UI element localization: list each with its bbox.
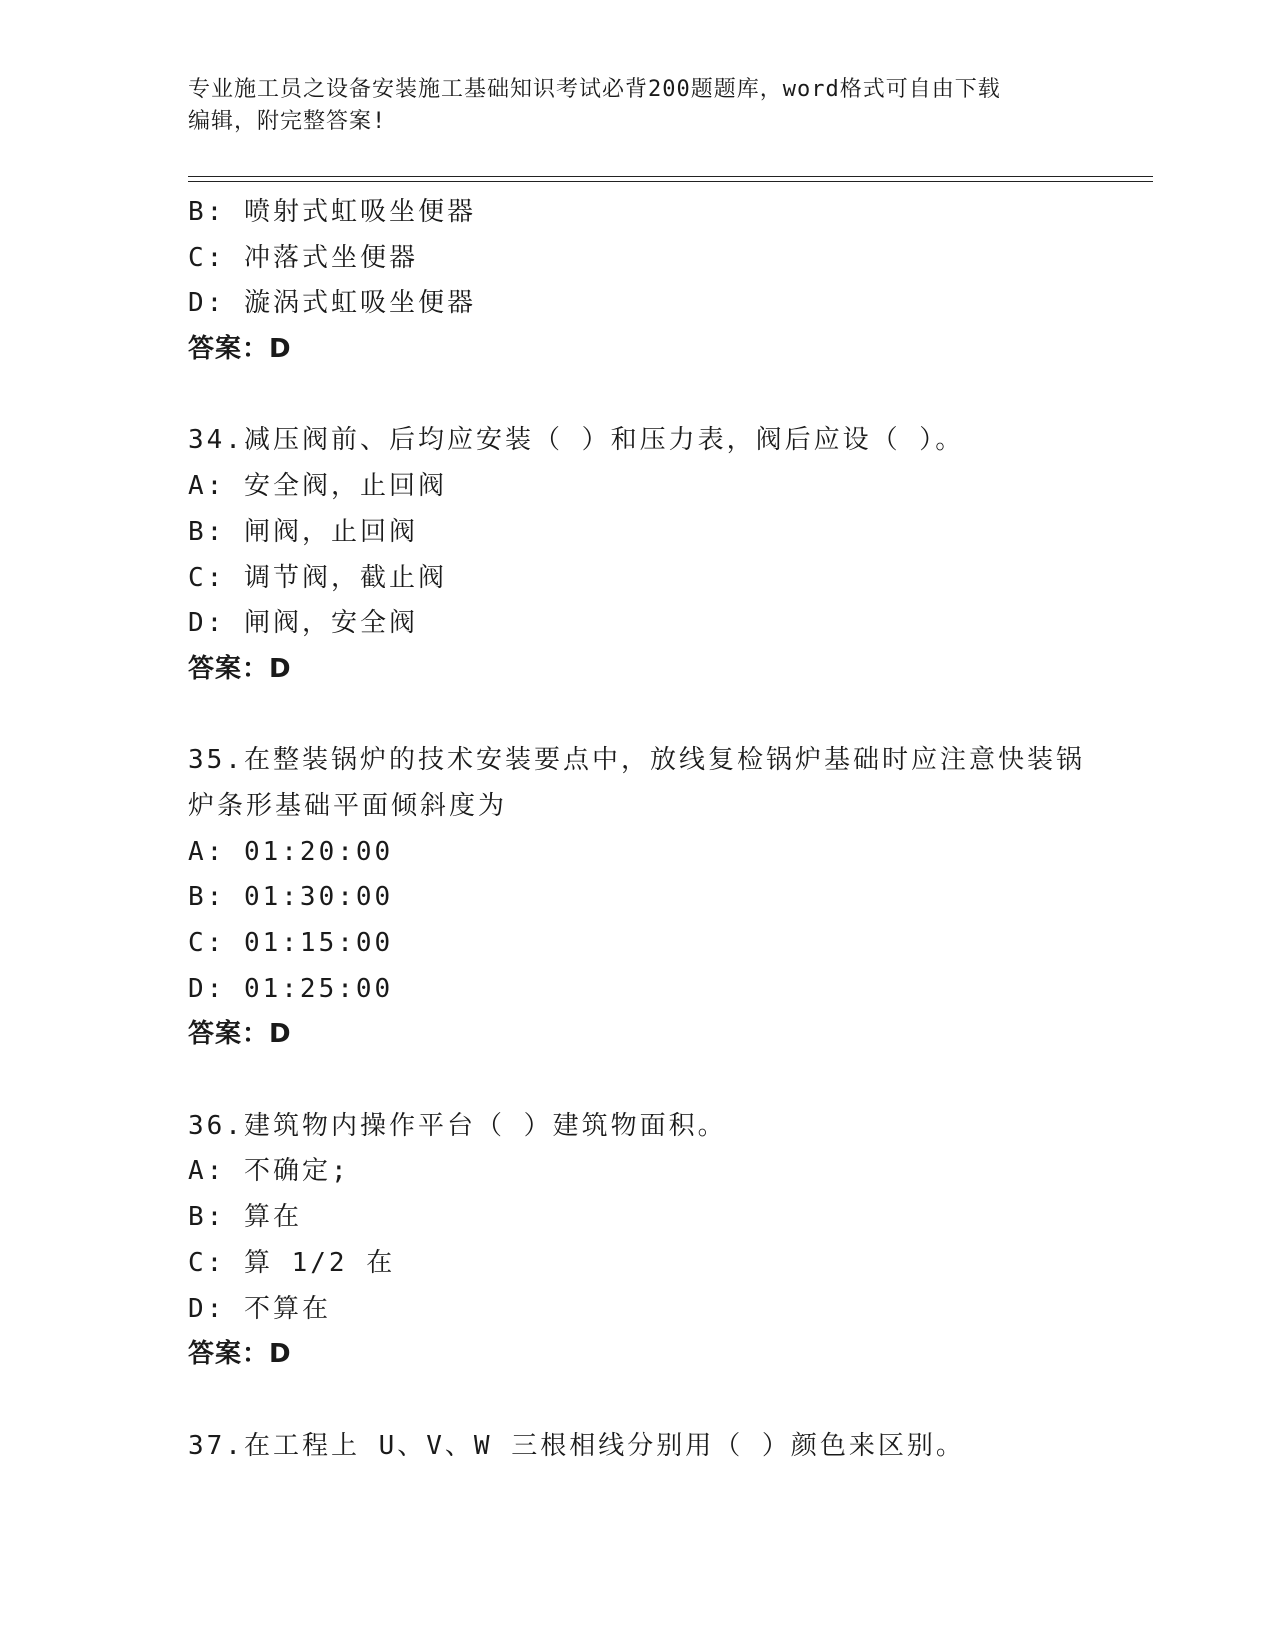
spacer [188,373,1108,419]
header-rule-top [188,176,1153,177]
question-text: 37.在工程上 U、V、W 三根相线分别用（ ）颜色来区别。 [188,1430,965,1461]
answer: 答案：D [188,1339,292,1370]
document-header [188,74,1088,138]
option-b: B: 01:30:00 [188,882,394,913]
header-rule-bottom [188,181,1153,182]
option-a: A: 安全阀，止回阀 [188,471,447,502]
option-d: D: 01:25:00 [188,973,394,1004]
answer: 答案：D [188,334,292,365]
option-a: A: 01:20:00 [188,836,394,867]
answer: 答案：D [188,653,292,684]
question-text: 34.减压阀前、后均应安装（ ）和压力表，阀后应设（ ）。 [188,425,965,456]
spacer [188,693,1108,739]
question-33 [188,190,1108,373]
question-text-line1: 35.在整装锅炉的技术安装要点中，放线复检锅炉基础时应注意快装锅 [188,745,1085,776]
question-text-line2: 炉条形基础平面倾斜度为 [188,790,508,821]
header-title-line1: 专业施工员之设备安装施工基础知识考试必背200题题库，word格式可自由下载 [188,77,1001,102]
option-c: C: 算 1/2 在 [188,1247,396,1278]
question-36 [188,1104,1108,1378]
question-37 [188,1424,1108,1470]
option-d: D: 不算在 [188,1293,331,1324]
option-b: B: 算在 [188,1202,302,1233]
option-c: C: 调节阀，截止阀 [188,562,447,593]
question-34 [188,418,1108,692]
question-text: 36.建筑物内操作平台（ ）建筑物面积。 [188,1110,727,1141]
spacer [188,1378,1108,1424]
option-a: A: 不确定; [188,1156,350,1187]
spacer [188,1058,1108,1104]
option-b: B: 闸阀，止回阀 [188,516,418,547]
answer: 答案：D [188,1019,292,1050]
option-d: D: 漩涡式虹吸坐便器 [188,288,476,319]
option-c: C: 01:15:00 [188,928,394,958]
option-c: C: 冲落式坐便器 [188,242,418,273]
question-35 [188,738,1108,1058]
question-list [188,190,1108,1469]
option-b: B: 喷射式虹吸坐便器 [188,197,476,227]
option-d: D: 闸阀，安全阀 [188,608,418,639]
header-title-line2: 编辑，附完整答案! [188,109,387,134]
